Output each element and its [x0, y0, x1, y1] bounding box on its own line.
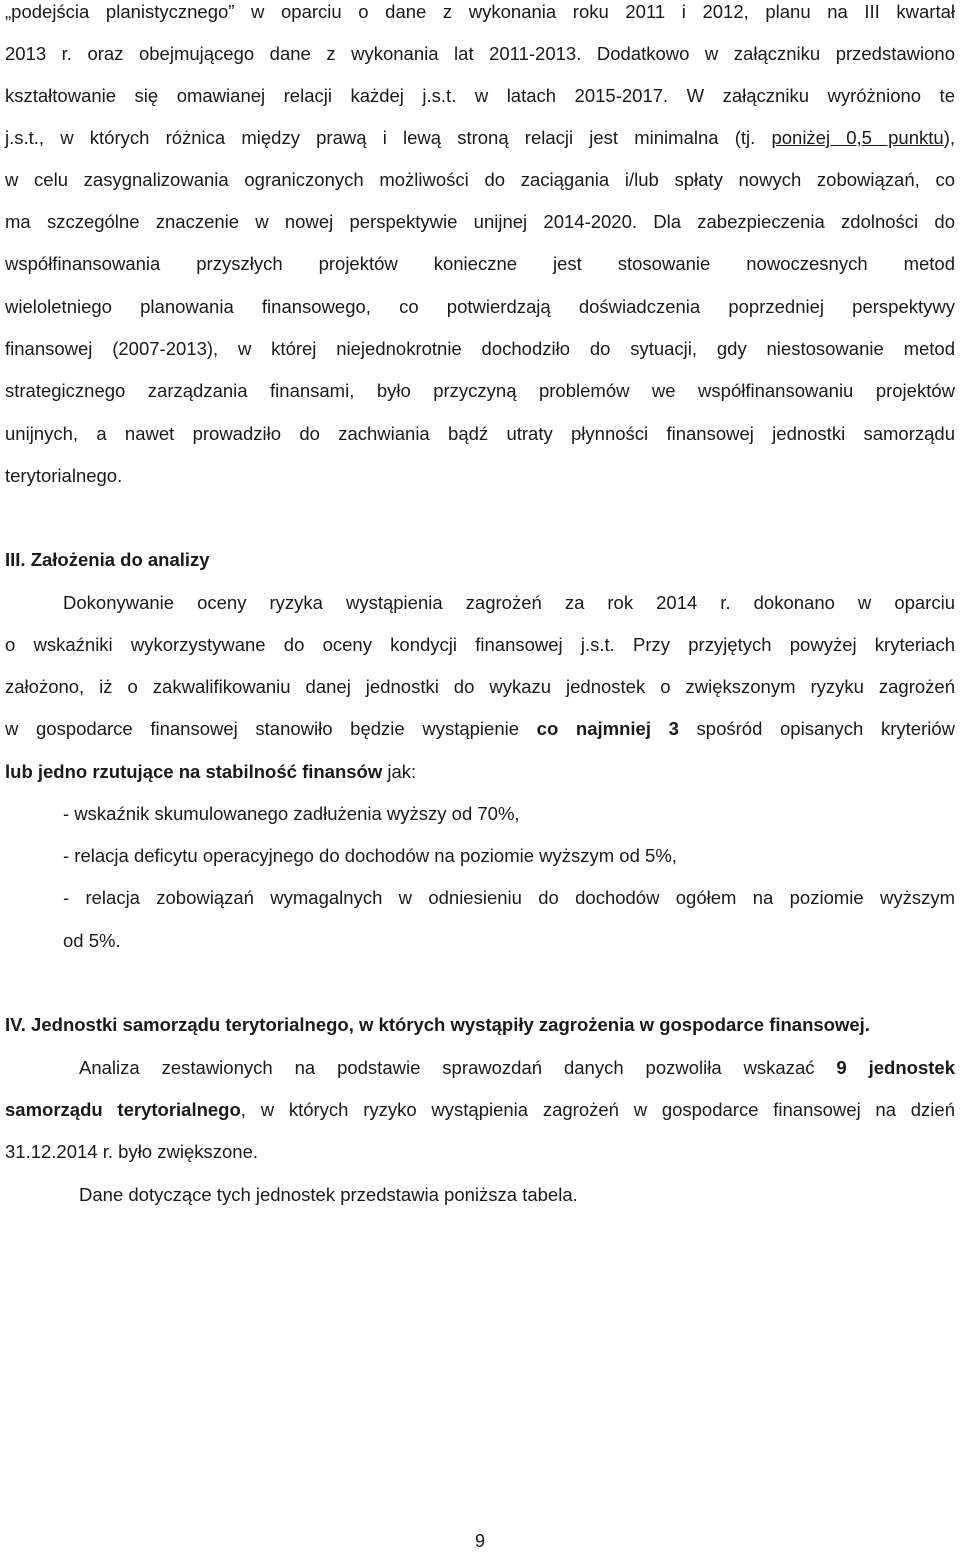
paragraph-line: [5, 126, 955, 150]
section-heading: IV. Jednostki samorządu terytorialnego, w których wystąpiły zagrożenia w gospodarce finansowej.: [5, 1014, 870, 1035]
list-item: - relacja zobowiązań wymagalnych w odniesieniu do dochodów ogółem na poziomie wyższym: [63, 887, 955, 908]
paragraph-line: kształtowanie się omawianej relacji każdej j.s.t. w latach 2015-2017. W załączniku wyróżniono te: [5, 85, 955, 106]
paragraph-line: wieloletniego planowania finansowego, co potwierdzają doświadczenia poprzedniej perspektywy: [5, 296, 955, 317]
paragraph-line: unijnych, a nawet prowadziło do zachwiania bądź utraty płynności finansowej jednostki samorządu: [5, 423, 955, 444]
page-number: 9: [474, 1531, 485, 1551]
paragraph-line: Dokonywanie oceny ryzyka wystąpienia zagrożeń za rok 2014 r. dokonano w oparciu: [63, 592, 955, 613]
bold-text: lub jedno rzutujące na stabilność finansów: [5, 761, 383, 782]
paragraph-line: [5, 1098, 955, 1122]
bold-text: samorządu terytorialnego: [5, 1099, 241, 1120]
bold-text: co najmniej 3: [536, 718, 679, 739]
text-run: ),: [943, 127, 955, 148]
paragraph-line: [79, 1056, 955, 1080]
paragraph-line: Dane dotyczące tych jednostek przedstawia poniższa tabela.: [79, 1184, 578, 1205]
text-run: j.s.t., w których różnica między prawą i lewą stroną relacji jest minimalna (tj.: [5, 127, 772, 148]
paragraph-line: założono, iż o zakwalifikowaniu danej jednostki do wykazu jednostek o zwiększonym ryzyku zagrożeń: [5, 676, 955, 697]
bold-text: 9 jednostek: [836, 1057, 955, 1078]
paragraph-line: „podejścia planistycznego” w oparciu o dane z wykonania roku 2011 i 2012, planu na III kwartał: [5, 1, 955, 22]
paragraph-line: o wskaźniki wykorzystywane do oceny kondycji finansowej j.s.t. Przy przyjętych powyżej kryteriach: [5, 634, 955, 655]
paragraph-line: terytorialnego.: [5, 465, 123, 486]
paragraph-line: 31.12.2014 r. było zwiększone.: [5, 1141, 258, 1162]
paragraph-line: 2013 r. oraz obejmującego dane z wykonania lat 2011-2013. Dodatkowo w załączniku przedstawiono: [5, 43, 955, 64]
text-run: jak:: [382, 761, 417, 782]
paragraph-line: [5, 760, 955, 784]
paragraph-line: w celu zasygnalizowania ograniczonych możliwości do zaciągania i/lub spłaty nowych zobowiązań, co: [5, 169, 955, 190]
paragraph-line: ma szczególne znaczenie w nowej perspektywie unijnej 2014-2020. Dla zabezpieczenia zdolności do: [5, 211, 955, 232]
text-run: , w których ryzyko wystąpienia zagrożeń w gospodarce finansowej na dzień: [240, 1099, 955, 1120]
underlined-text: poniżej 0,5 punktu: [771, 127, 944, 148]
paragraph-line: finansowej (2007-2013), w której niejednokrotnie dochodziło do sytuacji, gdy niestosowanie metod: [5, 338, 955, 359]
section-heading: III. Założenia do analizy: [5, 549, 210, 570]
paragraph-line: współfinansowania przyszłych projektów konieczne jest stosowanie nowoczesnych metod: [5, 253, 955, 274]
list-item: - relacja deficytu operacyjnego do dochodów na poziomie wyższym od 5%,: [63, 845, 677, 866]
list-item: - wskaźnik skumulowanego zadłużenia wyższy od 70%,: [63, 803, 520, 824]
paragraph-line: strategicznego zarządzania finansami, było przyczyną problemów we współfinansowaniu projektów: [5, 380, 955, 401]
list-item-continuation: od 5%.: [63, 930, 121, 951]
text-run: w gospodarce finansowej stanowiło będzie wystąpienie: [5, 718, 537, 739]
text-run: spośród opisanych kryteriów: [678, 718, 955, 739]
paragraph-line: [5, 717, 955, 741]
text-run: Analiza zestawionych na podstawie sprawozdań danych pozwoliła wskazać: [79, 1057, 837, 1078]
